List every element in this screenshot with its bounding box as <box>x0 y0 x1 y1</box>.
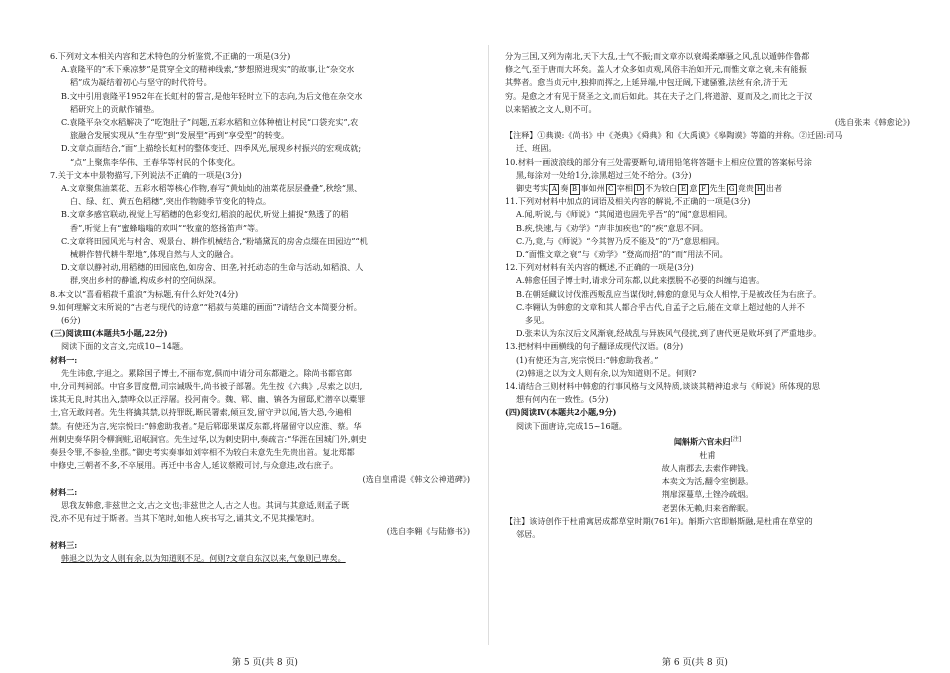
q13-part-2: (2)韩退之以为文人则有余,以为知道则不足。何则? <box>516 367 697 378</box>
annotation-note: 【注释】①典谟:《尚书》中《尧典》《舜典》和《大禹谟》《皋陶谟》等篇的并称。②迁固:司马 <box>505 130 843 141</box>
material1-line: 士,官无敢问者。先生将擒其禁,以持罪既,断民署索,倾亘发,留守尹以闻,皆大恐,今遍相 <box>50 407 352 418</box>
right-page-column <box>505 50 910 541</box>
q11-option-b: B.疾,快速,与《劝学》“声非加疾也”的“疾”意思不同。 <box>516 222 709 233</box>
poem-title: 闻斛斯六官未归[注] <box>673 435 742 447</box>
page-number-right: 第 6 页(共 8 页) <box>662 658 728 668</box>
material3-cont-line: 分为三国,又列为南北,天下大乱,士气不振;而文章亦以衰竭柔靡骚之风,乱以遁韩作鲁都 <box>505 51 810 61</box>
material1-line: 禁。有使还为言,宪宗悦曰:“韩愈助我者。”是后郓邸果谋反东都,将屠留守以应淮、蔡。华 <box>50 420 362 431</box>
break-box-f[interactable]: F <box>699 184 709 195</box>
material3-label: 材料三: <box>50 539 78 550</box>
break-box-c[interactable]: C <box>606 184 616 195</box>
page-divider <box>488 45 489 645</box>
q11-option-a: A.闻,听说,与《师说》“其闻道也固先乎吾”的“闻”意思相同。 <box>516 209 733 220</box>
break-box-g[interactable]: G <box>727 184 737 195</box>
q6-stem: 6.下列对文本相关内容和艺术特色的分析鉴赏,不正确的一项是(3分) <box>50 51 291 61</box>
section3-intro: 阅读下面的文言文,完成10~14题。 <box>61 341 189 352</box>
q13-part-1: (1)有使还为言,宪宗悦曰:“韩愈助我者。” <box>516 354 659 365</box>
q12-option-c-cont: 多见。 <box>525 315 550 326</box>
q14-stem: 14.请结合三则材料中韩愈的行事风格与文风特质,谈谈其精神追求与《师说》所体现的思 <box>505 381 820 392</box>
section3-heading: (三)阅读Ⅲ(本题共5小题,22分) <box>50 328 168 339</box>
q6-option-d-cont: “点”上聚焦李华伟、王春华等村民的个体变化。 <box>70 156 241 167</box>
q13-stem: 13.把材料中画横线的句子翻译成现代汉语。(8分) <box>505 341 684 352</box>
break-text: 不为较白 <box>645 183 678 194</box>
material2-line: 思我友韩愈,非兹世之文,古之文也;非兹世之人,古之人也。其词与其意适,则孟子既 <box>61 499 350 510</box>
q7-option-c: C.文章将田园风光与村舍、观景台、耕作机械结合,“粉墙黛瓦的房舍点缀在田园边”“机 <box>61 235 368 246</box>
material3-cont-line: 修之气,至于唐而大坏矣。盖人才众多如贞观,风俗丰治如开元,而惟文章之衰,未有能振 <box>505 64 807 75</box>
q12-option-c: C.李翱认为韩愈的文章和其人都合乎古代,自孟子之后,能在文章上超过他的人并不 <box>516 301 805 312</box>
q12-option-d: D.张耒认为东汉后文风渐衰,经战乱与异族风气侵扰,到了唐代更是败坏到了严重地步。 <box>516 328 822 339</box>
q6-option-b: B.文中引用袁隆平1952年在长虹村的誓言,是他年轻时立下的志向,为后文他在杂交水 <box>61 90 363 101</box>
break-text: 竟贵 <box>737 183 754 194</box>
q9-stem-cont: (6分) <box>61 315 81 326</box>
q6-option-c-cont: 旅融合发展实现从“生存型”到“发展型”再到“享受型”的转变。 <box>70 130 290 141</box>
left-page-column <box>50 50 470 565</box>
q6-option-d: D.文章点面结合,“面”上描绘长虹村的整体变迁、四季风光,展现乡村振兴的宏观成就; <box>61 143 362 154</box>
q6-option-a: A.袁隆平的“禾下乘凉梦”是贯穿全文的精神线索,“梦想照进现实”的故事,让“杂交水 <box>61 64 355 75</box>
q10-stem: 10.材料一画波浪线的部分有三处需要断句,请用铅笔将答题卡上相应位置的答案标号涂 <box>505 156 812 167</box>
material3-source: (选自张耒《韩愈论》) <box>834 117 910 128</box>
poem-line: 本卖文为活,翻令室倒悬。 <box>661 476 754 487</box>
poem-note-mark: [注] <box>730 435 742 443</box>
material3-cont-line: 穷。是愈之才有见于贤圣之文,而后如此。其在夫子之门,将道游、夏而及之,而比之于汉 <box>505 90 813 101</box>
break-text: 事如州 <box>580 183 605 194</box>
q7-stem: 7.关于文本中景物描写,下列说法不正确的一项是(3分) <box>50 169 242 180</box>
q11-option-c: C.乃,竟,与《师说》“今其智乃反不能及”的“乃”意思相同。 <box>516 235 725 246</box>
q11-option-d: D.“面惟文章之衰”与《劝学》“登高而招”的“而”用法不同。 <box>516 249 728 260</box>
break-box-e[interactable]: E <box>678 184 688 195</box>
material2-line: 没,亦不见有过于斯者。当其下笔时,如他人疾书写之,诵其文,不见其操笔时。 <box>50 513 320 524</box>
q11-stem: 11.下列对材料中加点的词语及相关内容的解说,不正确的一项是(3分) <box>505 196 751 207</box>
q7-option-b-cont: 香”,听觉上有“蜜蜂嗡嗡的欢叫”“牧童的悠扬笛声”等。 <box>70 222 264 233</box>
break-text: 出者 <box>765 183 783 194</box>
q7-option-b: B.文章多感官联动,视觉上写稻穗的色彩变幻,稻浪的起伏,听觉上捕捉“熟透了的稻 <box>61 209 349 220</box>
material1-line: 诛其无良,时其出入,禁哗众以正浮屠。投河南令。魏、郓、幽、镇各为留邸,贮潜卒以橐罪 <box>50 394 366 405</box>
q7-option-a-cont: 白、绿、红、黄五色稻穗”,突出作物随季节变化的特点。 <box>70 196 271 207</box>
page-number-left: 第 5 页(共 8 页) <box>232 658 298 668</box>
material1-source: (选自皇甫湜《韩文公神道碑》) <box>362 473 470 484</box>
material1-line: 中,分司判祠部。中官多冒度僧,司宗诫吸牛,尚书被子部署。先生按《六典》,尽索之以归, <box>50 381 363 392</box>
q6-option-b-cont: 稻研究上的贡献作铺垫。 <box>70 103 160 114</box>
poem-author: 杜甫 <box>699 449 716 460</box>
material1-wavy-line: 奏县令罪,不参验,坐郡。”御史考实奏事如刘宰相不为较白未意先生先贵出首。复北郑都 <box>50 447 355 458</box>
material2-source: (选自李翱《与陆修书》) <box>386 526 470 537</box>
q10-stem-cont: 黑,每涂对一处给1分,涂黑超过三处不给分。(3分) <box>516 169 692 180</box>
break-box-b[interactable]: B <box>570 184 580 195</box>
break-text: 奏 <box>560 183 569 194</box>
poem-line: 荆扉深蔓草,土锉冷疏烟。 <box>661 489 754 500</box>
break-box-a[interactable]: A <box>549 184 559 195</box>
poem-line: 故人南郡去,去索作碑钱。 <box>661 462 754 473</box>
material1-line: 中修史,三朝者不多,不卒展用。再迁中书舍人,延议蔡殿可讨,与众意违,改右庶子。 <box>50 460 339 471</box>
q7-option-d-cont: 群,突出乡村的静谧,构成乡村的空间纵深。 <box>70 275 221 286</box>
poem-footnote: 【注】该诗创作于杜甫寓居成都草堂时期(761年)。斛斯六官即斛斯融,是杜甫在草堂的 <box>505 515 813 526</box>
q10-prefix: 御史考实 <box>516 183 549 194</box>
material3-cont-line: 其弊者。愈当贞元中,独抑而挥之,上延异端,中包迂阔,下逮骚雅,法丝有余,济于无 <box>505 77 788 88</box>
material1-label: 材料一: <box>50 354 78 365</box>
q7-option-a: A.文章聚焦油菜花、五彩水稻等核心作物,春写“黄灿灿的油菜花层层叠叠”,秋绘“黑、 <box>61 183 363 194</box>
section4-intro: 阅读下面唐诗,完成15~16题。 <box>516 420 627 431</box>
q7-option-d: D.文章以静衬动,用稻穗的田园底色,如房舍、田垄,衬托动态的生命与活动,如稻浪、人 <box>61 262 364 273</box>
q8-stem: 8.本文以“喜看稻菽千重浪”为标题,有什么好处?(4分) <box>50 288 239 299</box>
annotation-note-cont: 迁、班固。 <box>516 143 557 154</box>
poem-footnote-cont: 邻居。 <box>516 529 541 539</box>
material1-line: 州刺史奏华阴令柳涧赃,诏岷洞官。先生过华,以为刺史阴中,奏疏言:“华涯在国城门外,刺史 <box>50 433 367 444</box>
section4-heading: (四)阅读Ⅳ(本题共2小题,9分) <box>505 407 617 418</box>
break-text: 意 <box>689 183 698 194</box>
q6-option-c: C.袁隆平杂交水稻解决了“吃饱肚子”问题,五彩水稻和立体种植让村民“口袋充实”,农 <box>61 117 359 128</box>
break-box-d[interactable]: D <box>634 184 644 195</box>
break-text: 宰相 <box>616 183 633 194</box>
q12-stem: 12.下列对材料有关内容的概述,不正确的一项是(3分) <box>505 262 694 273</box>
poem-line: 老罢休无赖,归来省醉眠。 <box>661 502 754 513</box>
q9-stem: 9.如何理解文末所说的“古老与现代的诗意”“稻菽与英雄的画面”?请结合文本简要分析。 <box>50 301 362 312</box>
q6-option-a-cont: 稻”成为凝结着初心与坚守的时代符号。 <box>70 77 212 88</box>
break-text: 先生 <box>709 183 726 194</box>
material3-underlined-line: 韩退之以为文人则有余,以为知道则不足。何则?文章自东汉以来,气象则已卑矣。 <box>61 552 346 563</box>
material2-label: 材料二: <box>50 486 78 497</box>
q14-stem-cont: 想有何内在一致性。(5分) <box>516 394 609 405</box>
q7-option-c-cont: 械耕作替代耕牛犁地”,体现自然与人文的融合。 <box>70 249 239 260</box>
q10-break-options <box>505 182 910 195</box>
q12-option-b: B.在朝廷藏议讨伐淮西叛乱应当谋伐时,韩愈的意见与众人相悖,于是被改任为右庶子。 <box>516 288 822 299</box>
q12-option-a: A.韩愈任国子博士时,请求分司东都,以此来摆脱不必要的纠缠与追害。 <box>516 275 765 286</box>
material3-cont-line: 以来韬被之文人,则不可。 <box>505 103 597 114</box>
break-box-h[interactable]: H <box>756 184 763 193</box>
material1-line: 先生讳愈,字退之。累除国子博士,不丽布宽,俱而中请分司东都避之。除尚书都官郎 <box>61 367 353 378</box>
